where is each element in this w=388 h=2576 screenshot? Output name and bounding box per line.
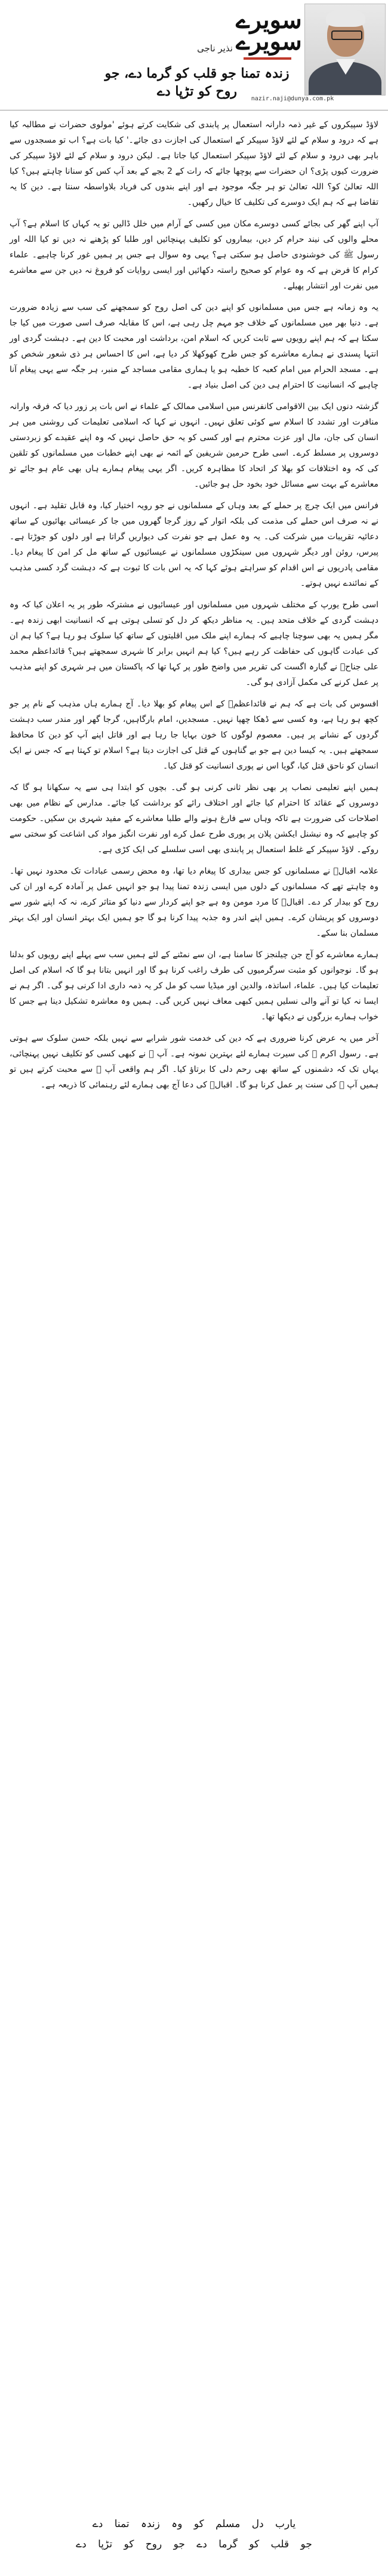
article-paragraph: فرانس میں ایک چرچ پر حملے کے بعد وہاں کے مسلمانوں نے جو رویہ اختیار کیا، وہ قابل تقلید ہے۔ انہوں نے نہ صرف اس حملے کی مذمت کی بلکہ اتوار کے روز گرجا گھروں میں جا کر عیسائی بھائیوں کے ساتھ دعائیہ تقریبات میں شرکت کی۔ یہ وہ عمل ہے جو نفرت کی دیواریں گراتا ہے اور دلوں کو جوڑتا ہے۔ پیرس، روئن اور دیگر شہروں میں سینکڑوں مسلمانوں نے عیسائیوں کے ساتھ مل کر امن کا پیغام دیا۔ مقامی پادریوں نے اس اقدام کو سراہتے ہوئے کہا کہ یہ اس بات کا ثبوت ہے کہ دہشت گرد کسی مذہب کے نمائندے نہیں ہوتے۔ (10, 501, 378, 588)
article-paragraph: ہمارے معاشرے کو آج جن چیلنجز کا سامنا ہے، ان سے نمٹنے کے لئے ہمیں سب سے پہلے اپنے رویوں کو بدلنا ہو گا۔ نوجوانوں کو مثبت سرگرمیوں کی طرف راغب کرنا ہو گا اور انہیں بتانا ہو گا کہ اسلام کی اصل تعلیمات کیا ہیں۔ علماء، اساتذہ، والدین اور میڈیا سب کو مل کر یہ ذمہ داری ادا کرنی ہو گی۔ اگر ہم نے ایسا نہ کیا تو آنے والی نسلیں ہمیں کبھی معاف نہیں کریں گی۔ ہمیں وہ معاشرہ تشکیل دینا ہے جس کا خواب ہمارے بزرگوں نے دیکھا تھا۔ (10, 950, 378, 1022)
column-logo-text: سویرے (236, 6, 302, 34)
author-email: nazir.naji@dunya.com.pk (251, 96, 334, 102)
article-paragraph: اسی طرح یورپ کے مختلف شہروں میں مسلمانوں اور عیسائیوں نے مشترکہ طور پر یہ اعلان کیا کہ وہ دہشت گردی کے خلاف متحد ہیں۔ یہ مناظر دیکھ کر دل کو تسلی ہوتی ہے کہ انسانیت ابھی زندہ ہے۔ مگر ہمیں یہ بھی سوچنا چاہیے کہ ہمارے اپنے ملک میں اقلیتوں کے ساتھ کیا سلوک ہو رہا ہے؟ کیا ہم ان کی عبادت گاہوں کی حفاظت کر رہے ہیں؟ کیا ہم انہیں برابر کا شہری سمجھتے ہیں؟ قائداعظم محمد علی جناحؒ نے گیارہ اگست کی تقریر میں واضح طور پر کہا تھا کہ پاکستان میں ہر شہری کو اپنے مذہب پر عمل کرنے کی مکمل آزادی ہو گی۔ (10, 600, 378, 687)
article-paragraph: یہ وہ زمانہ ہے جس میں مسلمانوں کو اپنے دین کی اصل روح کو سمجھنے کی سب سے زیادہ ضرورت ہے۔ دنیا بھر میں مسلمانوں کے خلاف جو مہم چل رہی ہے، اس کا مقابلہ صرف اسی صورت میں کیا جا سکتا ہے کہ ہم اپنے رویوں سے ثابت کریں کہ اسلام امن، برداشت اور محبت کا دین ہے۔ دہشت گردی اور انتہا پسندی نے ہمارے معاشرے کو جس طرح کھوکھلا کر دیا ہے، اس کا احساس ہر ذی شعور شخص کو ہے۔ مسجد الحرام میں امام کعبہ کا خطبہ ہو یا ہماری مقامی مساجد کے منبر، ہر جگہ سے یہی پیغام آنا چاہیے کہ انسانیت کا احترام ہی دین کی اصل بنیاد ہے۔ (10, 303, 378, 390)
article-paragraph: آپ اپنے گھر کی بجائے کسی دوسرے مکان میں کسی کے آرام میں خلل ڈالیں تو یہ کہاں کا اسلام ہے؟ آپ محلے والوں کی نیند حرام کر دیں، بیماروں کو تکلیف پہنچائیں اور طلبا کو پڑھنے نہ دیں تو کیا اللہ اور رسول ﷺ کی خوشنودی حاصل ہو سکتی ہے؟ یہی وہ سوال ہے جس پر ہمیں غور کرنا چاہیے۔ علماء کرام کا فرض ہے کہ وہ عوام کو صحیح راستہ دکھائیں اور ایسی روایات کو فروغ نہ دیں جن سے معاشرے میں نفرت اور انتشار پھیلے۔ (10, 219, 378, 291)
article-paragraph: گزشتہ دنوں ایک بین الاقوامی کانفرنس میں اسلامی ممالک کے علماء نے اس بات پر زور دیا کہ فرقہ وارانہ منافرت اور تشدد کا اسلام سے کوئی تعلق نہیں۔ انہوں نے کہا کہ اسلامی تعلیمات کی روشنی میں ہر انسان کی جان، مال اور عزت محترم ہے اور کسی کو یہ حق حاصل نہیں کہ وہ اپنے عقیدے کو زبردستی دوسروں پر مسلط کرے۔ اسی طرح حرمین شریفین کے ائمہ نے بھی اپنے خطبات میں مسلمانوں کو تلقین کی کہ وہ اختلافات کو بھلا کر اتحاد کا مظاہرہ کریں۔ اگر یہی پیغام ہمارے ہاں بھی عام ہو جائے تو معاشرے کے بہت سے مسائل خود بخود حل ہو جائیں۔ (10, 402, 378, 489)
closing-couplet (24, 2514, 364, 2555)
column-header (0, 0, 388, 119)
column-headline: زندہ تمنا جو قلب کو گرما دے، جو روح کو تڑپا دے (104, 66, 290, 99)
couplet-line-1: یارب دل مسلم کو وہ زندہ تمنا دے (92, 2518, 296, 2530)
couplet-line-2: جو قلب کو گرما دے جو روح کو تڑپا دے (76, 2538, 312, 2550)
author-name: نذیر ناجی (197, 43, 233, 54)
article-paragraph: ہمیں اپنے تعلیمی نصاب پر بھی نظر ثانی کرنی ہو گی۔ بچوں کو ابتدا ہی سے یہ سکھانا ہو گا کہ دوسروں کے عقائد کا احترام کیا جائے اور اختلاف رائے کو برداشت کیا جائے۔ مدارس کے نظام میں بھی اصلاحات کی ضرورت ہے تاکہ وہاں سے فارغ ہونے والے طلبا معاشرے کے مفید شہری بن سکیں۔ حکومت کو چاہیے کہ وہ نیشنل ایکشن پلان پر پوری طرح عمل کرے اور نفرت انگیز مواد کی اشاعت کو سختی سے روکے۔ لاؤڈ سپیکر کے غلط استعمال پر پابندی بھی اسی سلسلے کی ایک کڑی ہے۔ (10, 783, 378, 854)
author-photo (304, 4, 386, 96)
article-body (10, 117, 378, 1099)
article-paragraph: علامہ اقبالؒ نے مسلمانوں کو جس بیداری کا پیغام دیا تھا، وہ محض رسمی عبادات تک محدود نہیں تھا۔ وہ چاہتے تھے کہ مسلمانوں کے دلوں میں ایسی زندہ تمنا پیدا ہو جو انہیں عمل پر آمادہ کرے اور ان کی روح کو بیدار کر دے۔ اقبالؒ کا مرد مومن وہ ہے جو اپنے کردار سے دنیا کو متاثر کرے، نہ کہ اپنے شور سے دوسروں کو پریشان کرے۔ ہمیں اپنے اندر وہ جذبہ پیدا کرنا ہو گا جو ہمیں ایک بہتر انسان اور ایک بہتر مسلمان بنا سکے۔ (10, 866, 378, 938)
column-logo-text-repeat: سویرے (236, 27, 302, 56)
article-paragraph: افسوس کی بات ہے کہ ہم نے قائداعظمؒ کے اس پیغام کو بھلا دیا۔ آج ہمارے ہاں مذہب کے نام پر جو کچھ ہو رہا ہے، وہ کسی سے ڈھکا چھپا نہیں۔ مسجدیں، امام بارگاہیں، گرجا گھر اور مندر سب دہشت گردوں کے نشانے پر ہیں۔ معصوم لوگوں کا خون بہایا جا رہا ہے اور قاتل اپنے آپ کو دین کا محافظ سمجھتے ہیں۔ یہ کیسا دین ہے جو بے گناہوں کے قتل کی اجازت دیتا ہے؟ اسلام تو کہتا ہے کہ جس نے ایک انسان کو ناحق قتل کیا، گویا اس نے پوری انسانیت کو قتل کیا۔ (10, 699, 378, 771)
article-paragraph: لاؤڈ سپیکروں کے غیر ذمہ دارانہ استعمال پر پابندی کی شکایت کرتے ہوئے 'مولوی حضرات نے مطالبہ کیا ہے کہ درود و سلام کے لئے لاؤڈ سپیکر کے استعمال کی اجازت دی جائے۔' کیا بات ہے؟ اب تو مسجدوں سے باہر بھی درود و سلام کے لئے لاؤڈ سپیکر استعمال کیا جاتا ہے۔ لیکن درود و سلام کے لئے لاؤڈ سپیکر کی ضرورت کیوں پڑی؟ ان حضرات سے پوچھا جائے کہ رات کے 2 بجے کے بعد آپ کس کو سنانا چاہتے ہیں؟ کیا اللہ تعالیٰ کو؟ اللہ تعالیٰ تو ہر جگہ موجود ہے اور اپنے بندوں کی فریاد بلاواسطہ سنتا ہے۔ دین کا یہ تقاضا ہے کہ ہم ایک دوسرے کی تکلیف کا خیال رکھیں۔ (10, 120, 378, 207)
logo-accent-bar (244, 57, 291, 60)
article-paragraph: آخر میں یہ عرض کرنا ضروری ہے کہ دین کی خدمت شور شرابے سے نہیں بلکہ حسن سلوک سے ہوتی ہے۔ رسول اکرم ﷺ کی سیرت ہمارے لئے بہترین نمونہ ہے۔ آپ ﷺ نے کبھی کسی کو تکلیف نہیں پہنچائی، یہاں تک کہ دشمنوں کے ساتھ بھی رحم دلی کا برتاؤ کیا۔ اگر ہم واقعی آپ ﷺ سے محبت کرتے ہیں تو ہمیں آپ ﷺ کی سنت پر عمل کرنا ہو گا۔ اقبالؒ کی دعا آج بھی ہمارے لئے رہنمائی کا ذریعہ ہے۔ (10, 1034, 378, 1090)
